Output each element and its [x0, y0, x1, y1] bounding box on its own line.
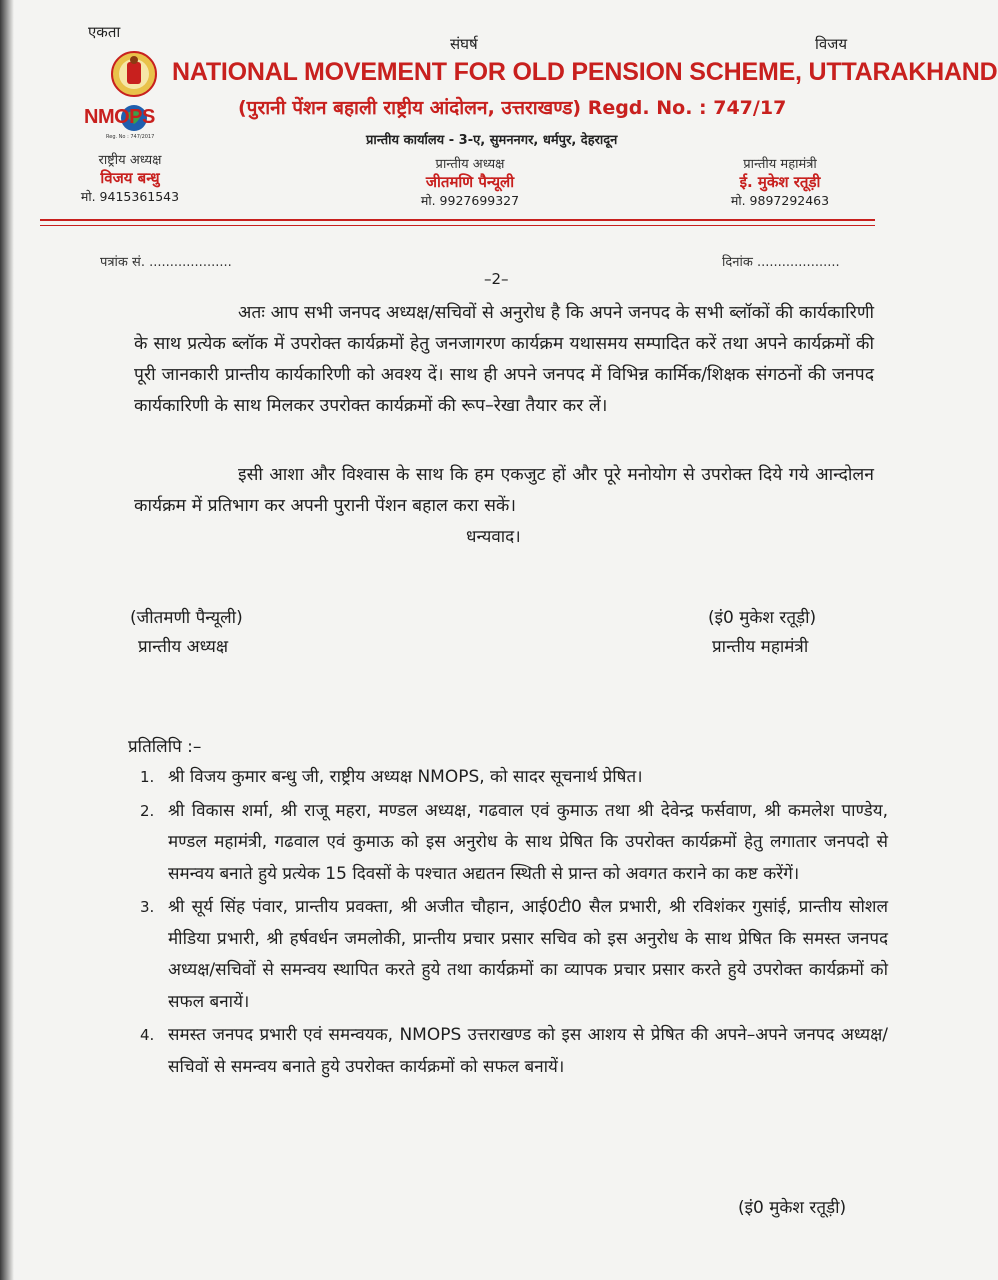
signature-left — [130, 604, 243, 662]
signatory-name: (जीतमणी पैन्यूली) — [130, 608, 243, 628]
list-item-text: श्री सूर्य सिंह पंवार, प्रान्तीय प्रवक्ता, श्री अजीत चौहान, आई0टी0 सैल प्रभारी, श्री रविशंकर गुसांई, प्रान्तीय सोशल मीडिया प्रभारी, श्री हर्षवर्धन जमलोकी, प्रान्तीय प्रचार प्रसार सचिव को इस अनुरोध के साथ प्रेषित कि समस्त जनपद अध्यक्ष/सचिवों से समन्वय स्थापित करते हुये तथा कार्यक्रमों का व्यापक प्रचार प्रसार करते हुये उपरोक्त कार्यक्रमों को सफल बनायें। — [168, 897, 888, 1012]
letter-date: दिनांक .................... — [722, 255, 840, 270]
header-divider-thin — [40, 225, 875, 226]
list-item-text: श्री विजय कुमार बन्धु जी, राष्ट्रीय अध्यक्ष NMOPS, को सादर सूचनार्थ प्रेषित। — [168, 767, 643, 787]
logo-reg-text: Reg. No : 747/2017 — [106, 134, 155, 140]
logo-text: NMOPS — [84, 106, 155, 128]
logo-emblem-icon — [84, 48, 184, 148]
officer-role: प्रान्तीय महामंत्री — [743, 157, 817, 172]
officer-name: ई. मुकेश रतूड़ी — [739, 173, 821, 191]
officer-general-secretary — [710, 154, 850, 209]
list-item-number: 3. — [140, 898, 155, 916]
nmops-logo — [84, 48, 184, 148]
org-title-english: NATIONAL MOVEMENT FOR OLD PENSION SCHEME, UTTARAKHAND — [172, 58, 998, 86]
motto-right: विजय — [815, 35, 848, 53]
signatory-name: (इं0 मुकेश रतूड़ी) — [708, 608, 817, 628]
footer-signature: (इं0 मुकेश रतूड़ी) — [738, 1198, 847, 1218]
office-address: प्रान्तीय कार्यालय - 3-ए, सुमननगर, धर्मपुर, देहरादून — [366, 133, 618, 148]
header-divider — [40, 219, 875, 221]
copy-to-heading: प्रतिलिपि :– — [128, 737, 202, 757]
officer-phone: मो. 9897292463 — [730, 193, 830, 208]
list-item-number: 2. — [140, 801, 155, 820]
officer-state-president — [400, 154, 540, 209]
motto-center: संघर्ष — [450, 35, 478, 53]
list-item — [140, 1020, 888, 1083]
letter-number: पत्रांक सं. .................... — [100, 255, 232, 270]
body-paragraph-2: इसी आशा और विश्वास के साथ कि हम एकजुट हों और पूरे मनोयोग से उपरोक्त दिये गये आन्दोलन कार्यक्रम में प्रतिभाग कर अपनी पुरानी पेंशन बहाल करा सकें। — [134, 465, 874, 516]
copy-to-list — [140, 762, 888, 1085]
officer-national-president — [70, 150, 190, 205]
officer-phone: मो. 9927699327 — [420, 193, 520, 208]
officer-role: राष्ट्रीय अध्यक्ष — [98, 153, 162, 168]
signatory-role: प्रान्तीय अध्यक्ष — [138, 637, 229, 657]
officer-name: विजय बन्धु — [100, 169, 160, 187]
list-item-number: 1. — [140, 768, 155, 786]
officer-name: जीतमणि पैन्यूली — [425, 173, 515, 191]
officer-role: प्रान्तीय अध्यक्ष — [435, 157, 505, 172]
thanks-text: धन्यवाद। — [466, 527, 521, 547]
motto-left: एकता — [88, 23, 121, 41]
officer-phone: मो. 9415361543 — [80, 189, 180, 204]
list-item — [140, 762, 888, 794]
signatory-role: प्रान्तीय महामंत्री — [712, 637, 809, 657]
list-item-number: 4. — [140, 1026, 155, 1044]
list-item-text: समस्त जनपद प्रभारी एवं समन्वयक, NMOPS उत्तराखण्ड को इस आशय से प्रेषित की अपने–अपने जनपद अध्यक्ष/सचिवों से समन्वय बनाते हुये उपरोक्त कार्यक्रमों को सफल बनायें। — [168, 1025, 888, 1077]
page-number: –2– — [484, 270, 509, 288]
page-edge-shadow — [0, 0, 14, 1280]
list-item-text: श्री विकास शर्मा, श्री राजू महरा, मण्डल अध्यक्ष, गढवाल एवं कुमाऊ तथा श्री देवेन्द्र फर्सवाण, श्री कमलेश पाण्डेय, मण्डल महामंत्री, गढवाल एवं कुमाऊ को इस अनुरोध के साथ प्रेषित कि उपरोक्त कार्यक्रमों हेतु लगातार जनपदो से समन्वय बनाते हुये प्रत्येक 15 दिवसों के पश्चात अद्यतन स्थिती से प्रान्त को अवगत कराने का कष्ट करेंगें। — [168, 800, 888, 884]
org-title-hindi: (पुरानी पेंशन बहाली राष्ट्रीय आंदोलन, उत्तराखण्ड) Regd. No. : 747/17 — [238, 97, 787, 119]
signature-right — [708, 604, 816, 662]
body-paragraph-1: अतः आप सभी जनपद अध्यक्ष/सचिवों से अनुरोध है कि अपने जनपद के सभी ब्लॉकों की कार्यकारिणी के साथ प्रत्येक ब्लॉक में उपरोक्त कार्यक्रमों हेतु जनजागरण कार्यक्रम यथासमय सम्पादित करें तथा अपने कार्यक्रमों की पूरी जानकारी प्रान्तीय कार्यकारिणी को अवश्य दें। साथ ही अपने जनपद में विभिन्न कार्मिक/शिक्षक संगठनों की जनपद कार्यकारिणी के साथ मिलकर उपरोक्त कार्यक्रमों की रूप–रेखा तैयार कर लें। — [134, 303, 874, 416]
list-item — [140, 892, 888, 1018]
list-item — [140, 796, 888, 891]
